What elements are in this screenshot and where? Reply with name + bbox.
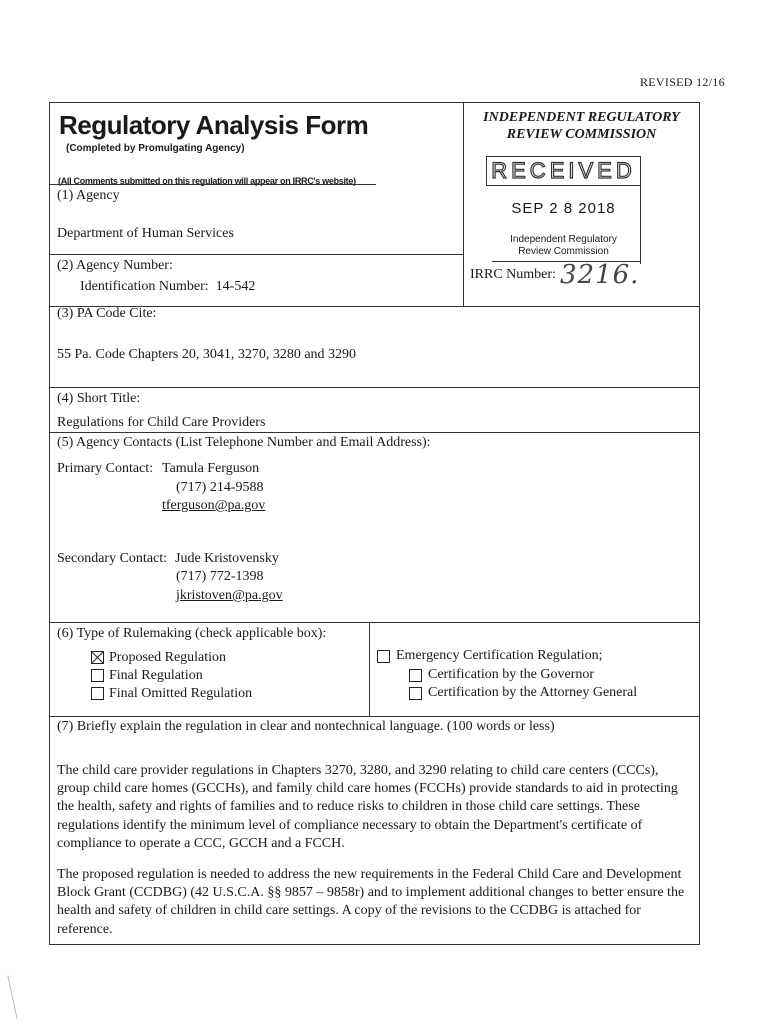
checkbox-certification-attorney-general[interactable]	[409, 687, 422, 700]
agency-value: Department of Human Services	[57, 226, 234, 241]
pa-code-value: 55 Pa. Code Chapters 20, 3041, 3270, 3280 and 3290	[57, 347, 357, 362]
divider-rulemaking	[49, 716, 700, 717]
option-certification-attorney-general: Certification by the Attorney General	[428, 685, 638, 700]
received-stamp	[486, 156, 641, 262]
divider-comments	[49, 184, 376, 185]
agency-label: (1) Agency	[57, 188, 120, 203]
stamp-date: SEP 2 8 2018	[511, 200, 616, 217]
option-emergency-certification: Emergency Certification Regulation;	[396, 648, 603, 663]
checkbox-final-omitted-regulation[interactable]	[91, 687, 104, 700]
secondary-contact-label: Secondary Contact:	[57, 551, 168, 566]
secondary-contact-email[interactable]: jkristoven@pa.gov	[176, 588, 283, 603]
revised-date: REVISED 12/16	[640, 75, 725, 89]
pa-code-label: (3) PA Code Cite:	[57, 306, 157, 321]
divider-contacts	[49, 622, 700, 623]
checkbox-certification-governor[interactable]	[409, 669, 422, 682]
option-proposed-regulation: Proposed Regulation	[109, 650, 227, 665]
option-final-regulation: Final Regulation	[109, 668, 203, 683]
stamp-org-line-2: Review Commission	[518, 246, 609, 257]
stamp-org	[486, 234, 641, 258]
explain-paragraph-2: The proposed regulation is needed to address the new requirements in the Federal Child Care and Development Block Grant (CCDBG) (42 U.S.C.A. §§ 9857 – 9858r) and to implement additional changes to better ensure the health and safety of children in child care settings. A copy of the revisions to the CCDBG is attached for reference.	[57, 867, 685, 937]
agency-number-value: Identification Number: 14-542	[80, 279, 256, 294]
secondary-contact-name: Jude Kristovensky	[175, 551, 279, 566]
comments-note: (All Comments submitted on this regulation will appear on IRRC's website)	[58, 176, 356, 186]
short-title-value: Regulations for Child Care Providers	[57, 415, 266, 430]
option-final-omitted-regulation: Final Omitted Regulation	[109, 686, 253, 701]
contacts-label: (5) Agency Contacts (List Telephone Number and Email Address):	[57, 435, 431, 450]
rulemaking-divider	[369, 622, 370, 716]
explain-label: (7) Briefly explain the regulation in clear and nontechnical language. (100 words or less)	[57, 719, 555, 734]
rulemaking-label: (6) Type of Rulemaking (check applicable box):	[57, 626, 327, 641]
commission-heading	[463, 109, 700, 143]
agency-number-label: (2) Agency Number:	[57, 258, 173, 273]
option-certification-governor: Certification by the Governor	[428, 667, 595, 682]
short-title-label: (4) Short Title:	[57, 391, 141, 406]
commission-line-1: INDEPENDENT REGULATORY	[483, 110, 680, 125]
commission-line-2: REVIEW COMMISSION	[506, 127, 657, 142]
checkbox-emergency-certification[interactable]	[377, 650, 390, 663]
primary-contact-name: Tamula Ferguson	[162, 461, 260, 476]
primary-contact-label: Primary Contact:	[57, 461, 154, 476]
stamp-org-line-1: Independent Regulatory	[510, 234, 617, 245]
scan-mark	[7, 975, 17, 1019]
primary-contact-email[interactable]: tferguson@pa.gov	[162, 498, 266, 513]
primary-contact-phone: (717) 214-9588	[176, 480, 264, 495]
divider-pa-code	[49, 387, 700, 388]
irrc-number-handwritten: 3216.	[560, 260, 640, 290]
form-title: Regulatory Analysis Form	[59, 110, 369, 140]
divider-agency	[49, 254, 463, 255]
checkbox-final-regulation[interactable]	[91, 669, 104, 682]
explain-paragraph-1: The child care provider regulations in Chapters 3270, 3280, and 3290 relating to child care centers (CCCs), group child care homes (GCCHs), and family child care homes (FCCHs) provide standards to aid in protecting the health, safety and rights of families and to reduce risks to children in those child care settings. These regulations identify the minimum level of compliance necessary to obtain the Department's certificate of compliance to operate a CCC, GCCH and a FCCH.	[57, 763, 678, 851]
form-subtitle: (Completed by Promulgating Agency)	[66, 143, 245, 154]
stamp-received: RECEIVED	[491, 158, 636, 183]
secondary-contact-phone: (717) 772-1398	[176, 569, 264, 584]
irrc-number-label: IRRC Number:	[470, 267, 556, 282]
divider-short-title	[49, 432, 700, 433]
checkbox-proposed-regulation[interactable]	[91, 651, 104, 664]
